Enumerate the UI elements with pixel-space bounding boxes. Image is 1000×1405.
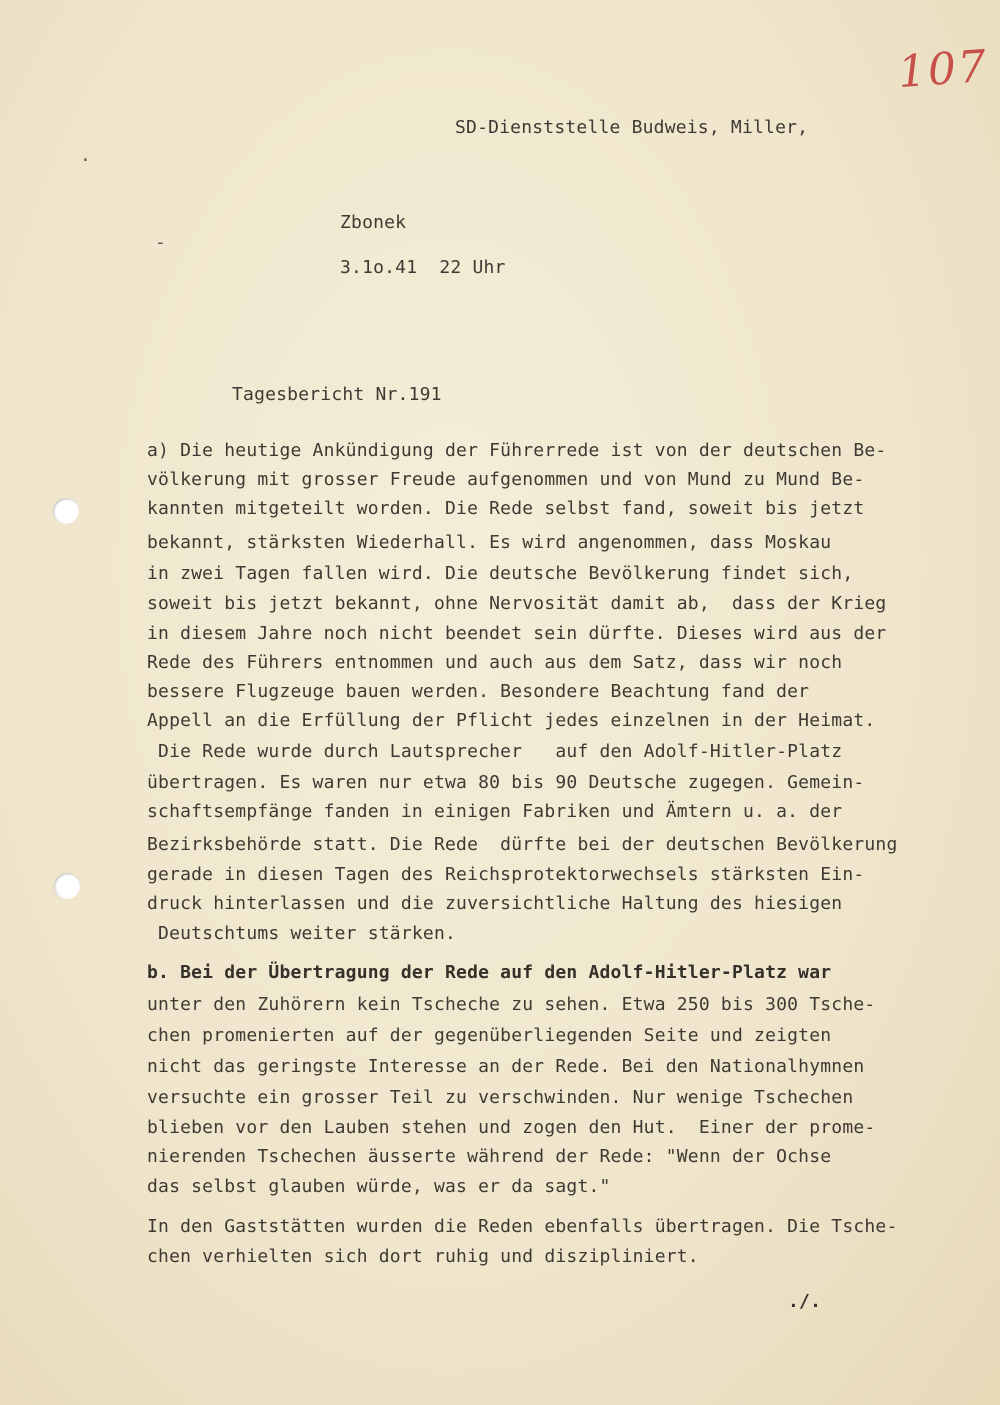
report-title: Tagesbericht Nr.191 <box>232 384 442 405</box>
paragraph-a-line: Appell an die Erfüllung der Pflicht jedes einzelnen in der Heimat. <box>147 710 876 731</box>
paragraph-b-line: versuchte ein grosser Teil zu verschwinden. Nur wenige Tschechen <box>147 1087 854 1108</box>
paragraph-a-line: Bezirksbehörde statt. Die Rede dürfte bei der deutschen Bevölkerung <box>147 834 898 855</box>
paragraph-a-line: kannten mitgeteilt worden. Die Rede selbst fand, soweit bis jetzt <box>147 498 865 519</box>
punch-hole-bottom <box>54 873 80 899</box>
paragraph-c-line: chen verhielten sich dort ruhig und diszipliniert. <box>147 1246 699 1267</box>
paragraph-a-line: bessere Flugzeuge bauen werden. Besondere Beachtung fand der <box>147 681 810 702</box>
margin-dash: - <box>155 232 166 253</box>
paragraph-b-line: chen promenierten auf der gegenüberliegenden Seite und zeigten <box>147 1025 832 1046</box>
paragraph-a-line: a) Die heutige Ankündigung der Führerrede ist von der deutschen Be- <box>147 440 887 461</box>
paragraph-a-line: völkerung mit grosser Freude aufgenommen und von Mund zu Mund Be- <box>147 469 865 490</box>
paragraph-b-line: nierenden Tschechen äusserte während der Rede: "Wenn der Ochse <box>147 1146 832 1167</box>
paragraph-a-line: bekannt, stärksten Wiederhall. Es wird angenommen, dass Moskau <box>147 532 832 553</box>
continuation-mark: ./. <box>788 1291 822 1312</box>
paragraph-b-line: b. Bei der Übertragung der Rede auf den Adolf-Hitler-Platz war <box>147 962 832 983</box>
paragraph-c-line: In den Gaststätten wurden die Reden ebenfalls übertragen. Die Tsche- <box>147 1216 898 1237</box>
paragraph-a-line: übertragen. Es waren nur etwa 80 bis 90 Deutsche zugegen. Gemein- <box>147 772 865 793</box>
datetime-line: 3.1o.41 22 Uhr <box>340 257 506 278</box>
paragraph-a-line: Deutschtums weiter stärken. <box>147 923 457 944</box>
paragraph-b-line: blieben vor den Lauben stehen und zogen den Hut. Einer der prome- <box>147 1117 876 1138</box>
paragraph-a-line: in zwei Tagen fallen wird. Die deutsche Bevölkerung findet sich, <box>147 563 854 584</box>
margin-dot: · <box>80 150 91 171</box>
paragraph-a-line: Die Rede wurde durch Lautsprecher auf den Adolf-Hitler-Platz <box>147 741 843 762</box>
paragraph-a-line: Rede des Führers entnommen und auch aus dem Satz, dass wir noch <box>147 652 843 673</box>
paragraph-b-line: unter den Zuhörern kein Tscheche zu sehen. Etwa 250 bis 300 Tsche- <box>147 994 876 1015</box>
paragraph-a-line: in diesem Jahre noch nicht beendet sein dürfte. Dieses wird aus der <box>147 623 887 644</box>
place-line: Zbonek <box>340 212 407 233</box>
office-line: SD-Dienststelle Budweis, Miller, <box>455 117 809 138</box>
paragraph-a-line: schaftsempfänge fanden in einigen Fabriken und Ämtern u. a. der <box>147 801 843 822</box>
folio-number: 107 <box>896 40 990 99</box>
paragraph-a-line: soweit bis jetzt bekannt, ohne Nervosität damit ab, dass der Krieg <box>147 593 887 614</box>
paragraph-b-line: das selbst glauben würde, was er da sagt." <box>147 1176 611 1197</box>
paragraph-a-line: druck hinterlassen und die zuversichtliche Haltung des hiesigen <box>147 893 843 914</box>
punch-hole-top <box>53 498 79 524</box>
paragraph-a-line: gerade in diesen Tagen des Reichsprotektorwechsels stärksten Ein- <box>147 864 865 885</box>
paragraph-b-line: nicht das geringste Interesse an der Rede. Bei den Nationalhymnen <box>147 1056 865 1077</box>
